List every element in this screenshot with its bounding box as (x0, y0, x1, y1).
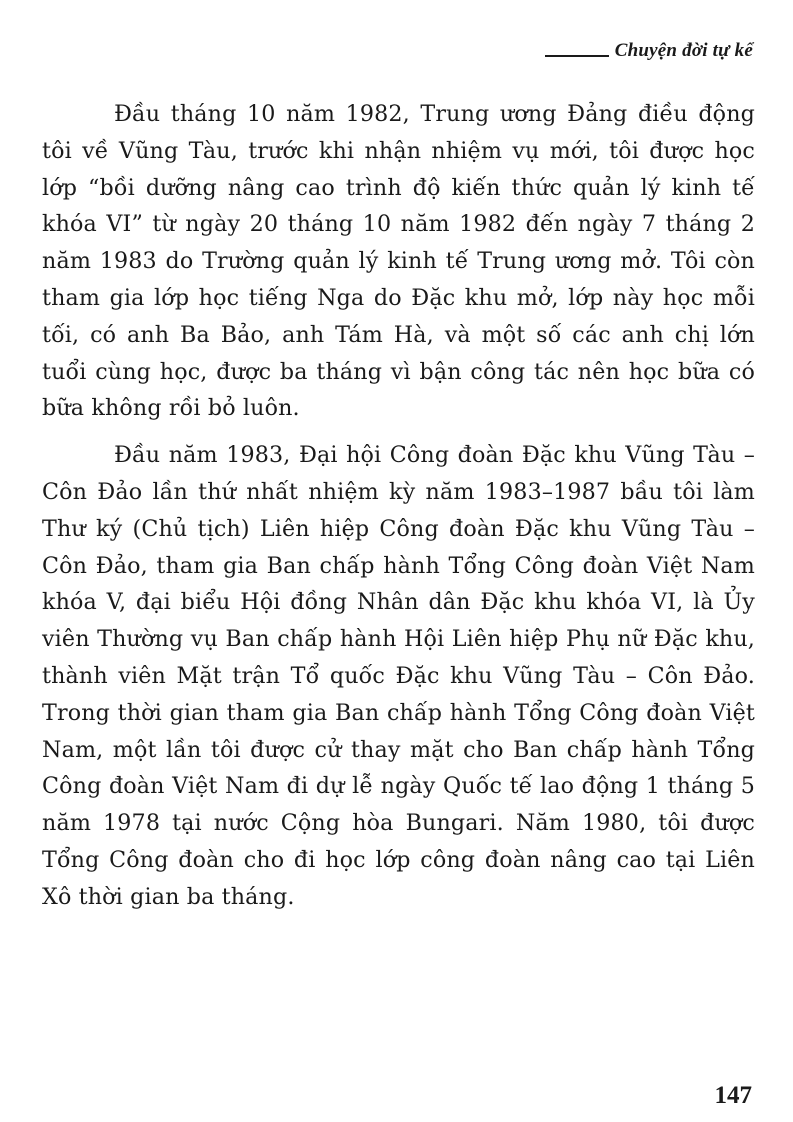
running-header (545, 40, 753, 62)
running-title: Chuyện đời tự kể (614, 40, 753, 61)
paragraph-1: Đầu tháng 10 năm 1982, Trung ương Đảng điều động tôi về Vũng Tàu, trước khi nhận nhiệm vụ mới, tôi được học lớp “bồi dưỡng nâng cao trình độ kiến thức quản lý kinh tế khóa VI” từ ngày 20 tháng 10 năm 1982 đến ngày 7 tháng 2 năm 1983 do Trường quản lý kinh tế Trung ương mở. Tôi còn tham gia lớp học tiếng Nga do Đặc khu mở, lớp này học mỗi tối, có anh Ba Bảo, anh Tám Hà, và một số các anh chị lớn tuổi cùng học, được ba tháng vì bận công tác nên học bữa có bữa không rồi bỏ luôn. (42, 101, 755, 422)
page-body (42, 96, 755, 916)
header-rule (545, 55, 609, 57)
page-number: 147 (714, 1082, 752, 1109)
paragraph-2: Đầu năm 1983, Đại hội Công đoàn Đặc khu Vũng Tàu – Côn Đảo lần thứ nhất nhiệm kỳ năm 1983–1987 bầu tôi làm Thư ký (Chủ tịch) Liên hiệp Công đoàn Đặc khu Vũng Tàu – Côn Đảo, tham gia Ban chấp hành Tổng Công đoàn Việt Nam khóa V, đại biểu Hội đồng Nhân dân Đặc khu khóa VI, là Ủy viên Thường vụ Ban chấp hành Hội Liên hiệp Phụ nữ Đặc khu, thành viên Mặt trận Tổ quốc Đặc khu Vũng Tàu – Côn Đảo. Trong thời gian tham gia Ban chấp hành Tổng Công đoàn Việt Nam, một lần tôi được cử thay mặt cho Ban chấp hành Tổng Công đoàn Việt Nam đi dự lễ ngày Quốc tế lao động 1 tháng 5 năm 1978 tại nước Cộng hòa Bungari. Năm 1980, tôi được Tổng Công đoàn cho đi học lớp công đoàn nâng cao tại Liên Xô thời gian ba tháng. (42, 442, 755, 910)
